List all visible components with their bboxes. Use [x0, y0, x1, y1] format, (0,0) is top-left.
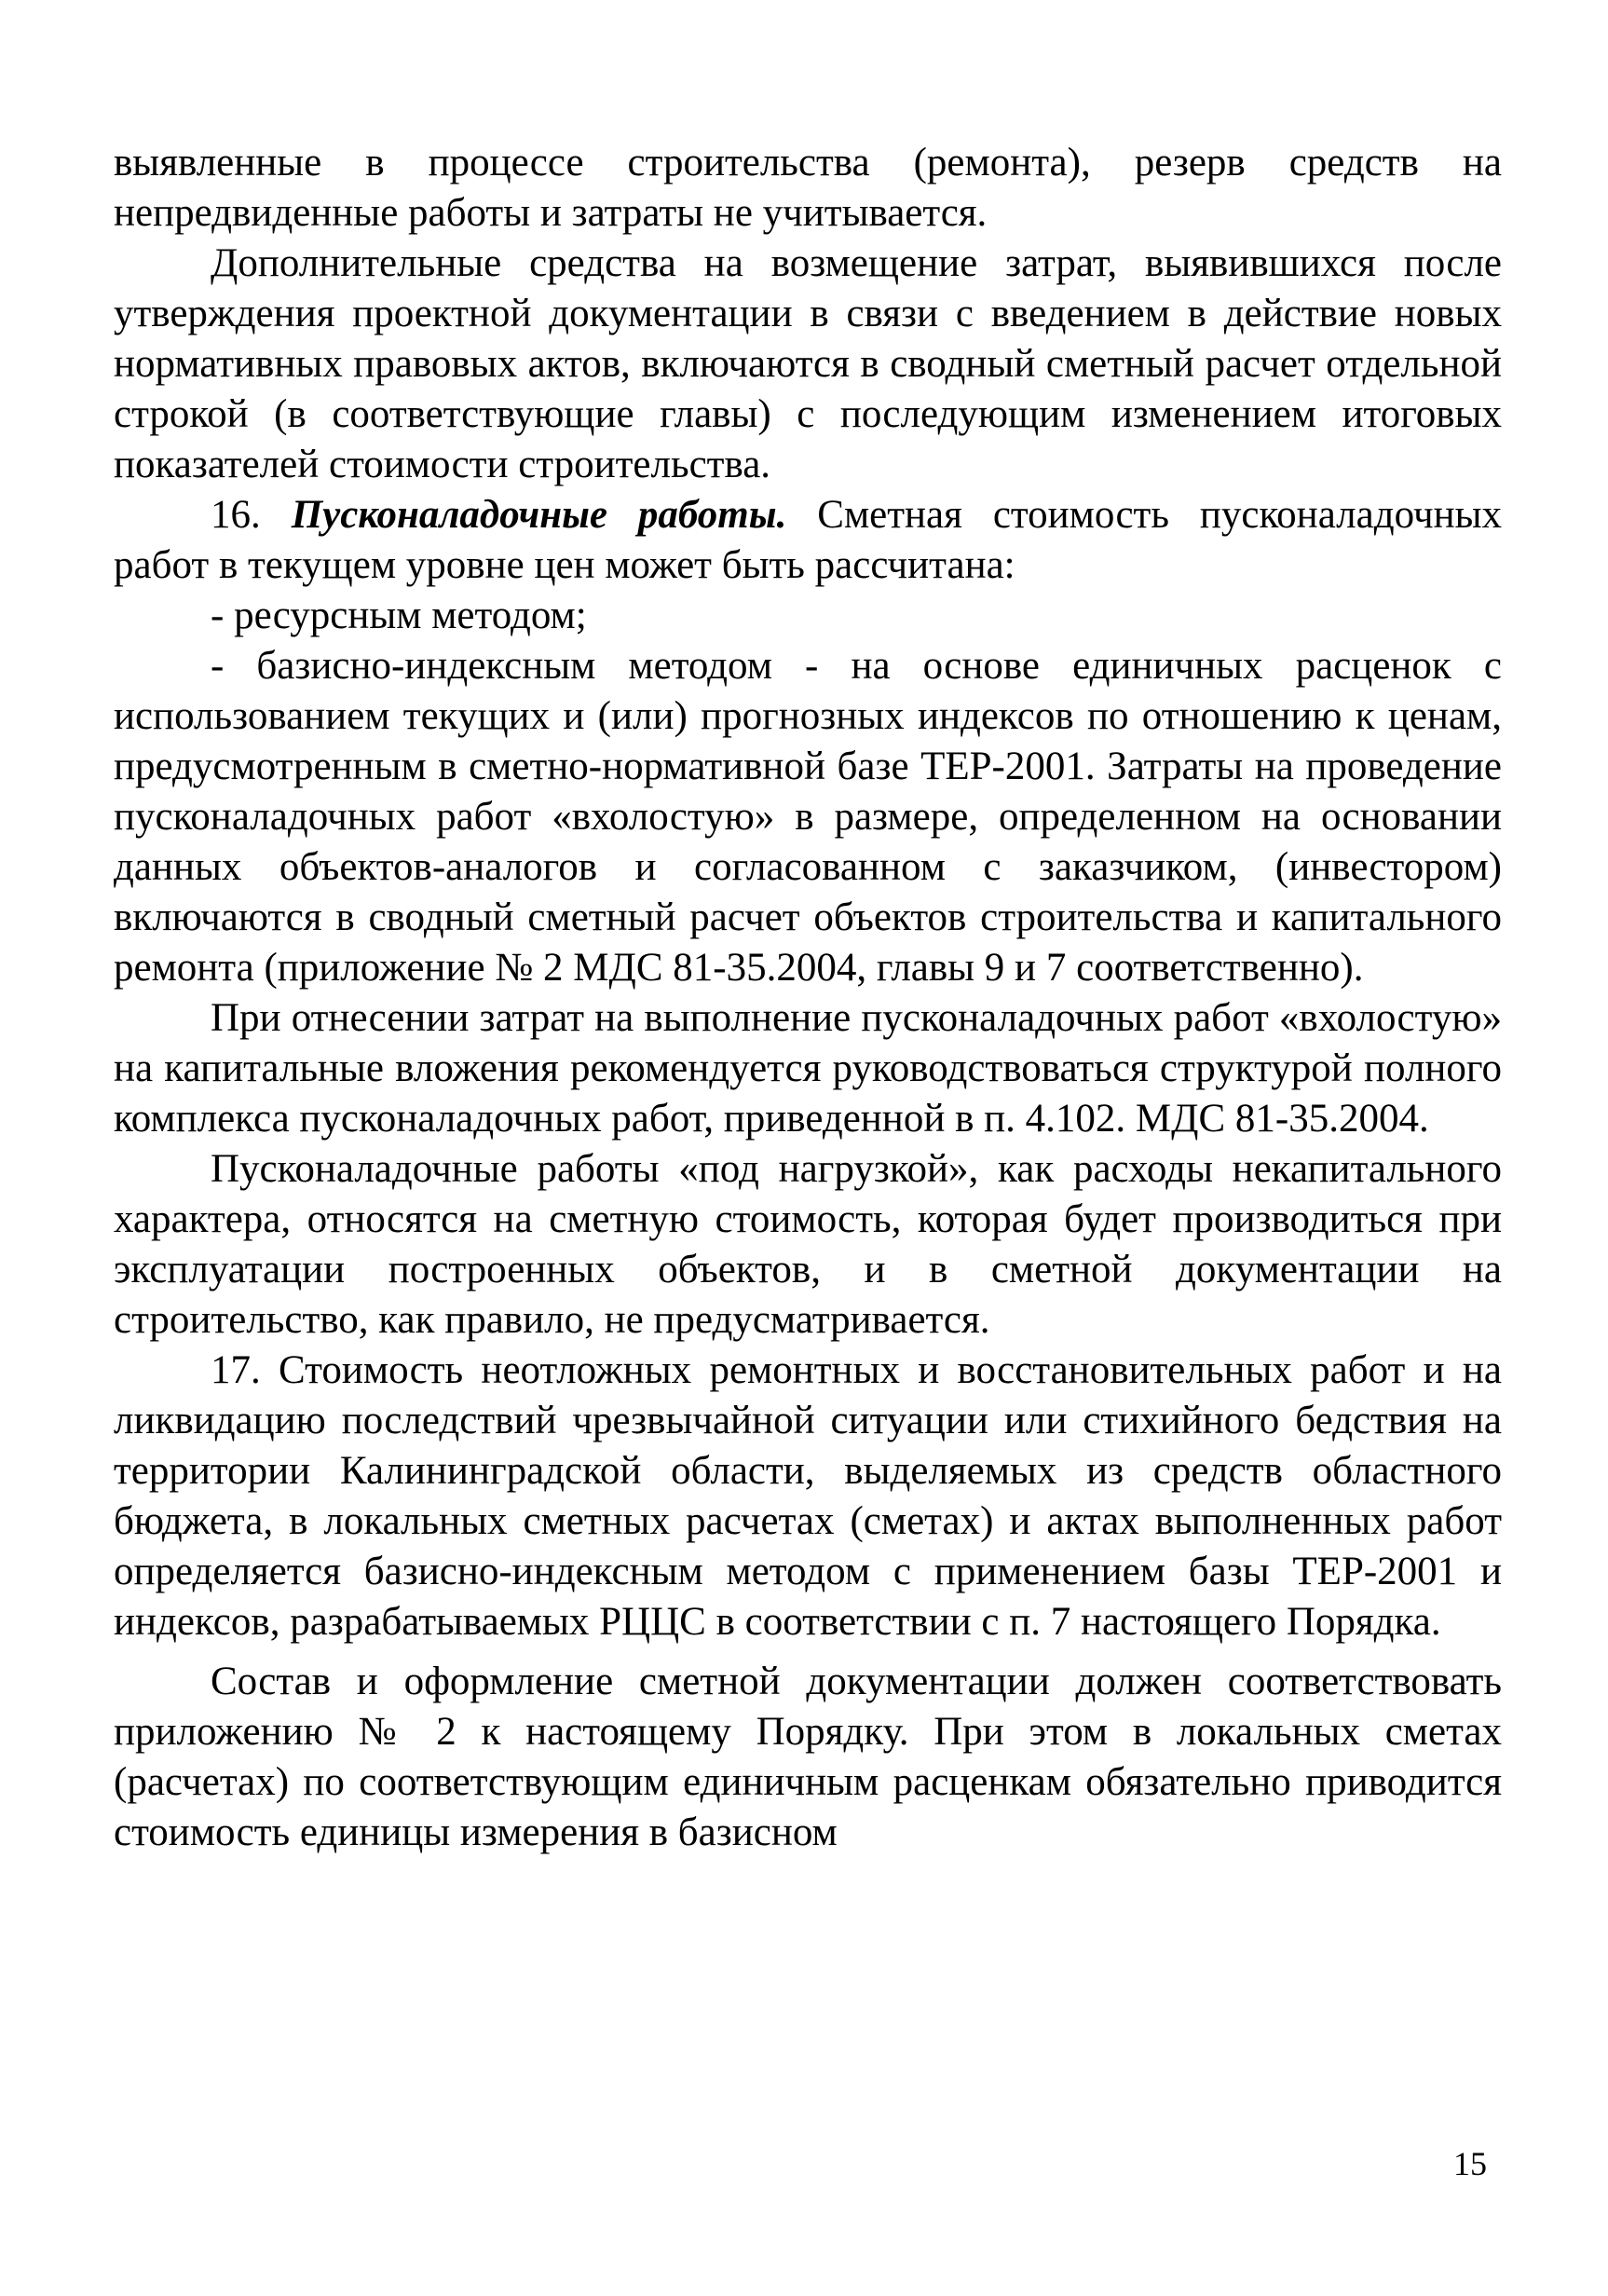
- document-body: [114, 138, 1502, 1858]
- section-number-16: 16.: [211, 493, 292, 537]
- paragraph-continuation: выявленные в процессе строительства (ремонта), резерв средств на непредвиденные работы и затраты не учитывается.: [114, 141, 1502, 235]
- list-item-resource-method: - ресурсным методом;: [211, 594, 587, 637]
- page-number: 15: [1453, 2145, 1487, 2182]
- paragraph-commissioning-works: [114, 490, 1502, 591]
- paragraph-additional-funds: Дополнительные средства на возмещение затрат, выявившихся после утверждения проектной документации в связи с введением в действие новых нормативных правовых актов, включаются в сводный сметный расчет отдельной строкой (в соответствующие главы) с последующим изменением итоговых показателей стоимости строительства.: [114, 241, 1502, 486]
- paragraph-emergency-works: 17. Стоимость неотложных ремонтных и восстановительных работ и на ликвидацию последствий чрезвычайной ситуации или стихийного бедствия на территории Калининградской области, выделяемых из средств областного бюджета, в локальных сметных расчетах (сметах) и актах выполненных работ определяется базисно-индексным методом с применением базы ТЕР-2001 и индексов, разрабатываемых РЦЦС в соответствии с п. 7 настоящего Порядка.: [114, 1348, 1502, 1644]
- section-text-commissioning: Сметная стоимость пусконаладочных работ в текущем уровне цен может быть рассчитана:: [114, 493, 1502, 587]
- paragraph-idle-commissioning: При отнесении затрат на выполнение пусконаладочных работ «вхолостую» на капитальные вложения рекомендуется руководствоваться структурой полного комплекса пусконаладочных работ, приведенной в п. 4.102. МДС 81-35.2004.: [114, 996, 1502, 1141]
- paragraph-documentation-composition: Состав и оформление сметной документации должен соответствовать приложению № 2 к настоящему Порядку. При этом в локальных сметах (расчетах) по соответствующим единичным расценкам обязательно приводится стоимость единицы измерения в базисном: [114, 1660, 1502, 1854]
- paragraph-load-commissioning: Пусконаладочные работы «под нагрузкой», как расходы некапитального характера, относятся на сметную стоимость, которая будет производиться при эксплуатации построенных объектов, и в сметной документации на строительство, как правило, не предусматривается.: [114, 1147, 1502, 1342]
- list-item-base-index-method: - базисно-индексным методом - на основе единичных расценок с использованием текущих и (или) прогнозных индексов по отношению к ценам, предусмотренным в сметно-нормативной базе ТЕР-2001. Затраты на проведение пусконаладочных работ «вхолостую» в размере, определенном на основании данных объектов-аналогов и согласованном с заказчиком, (инвестором) включаются в сводный сметный расчет объектов строительства и капитального ремонта (приложение № 2 МДС 81-35.2004, главы 9 и 7 соответственно).: [114, 644, 1502, 990]
- section-heading-commissioning: Пусконаладочные работы.: [291, 493, 787, 537]
